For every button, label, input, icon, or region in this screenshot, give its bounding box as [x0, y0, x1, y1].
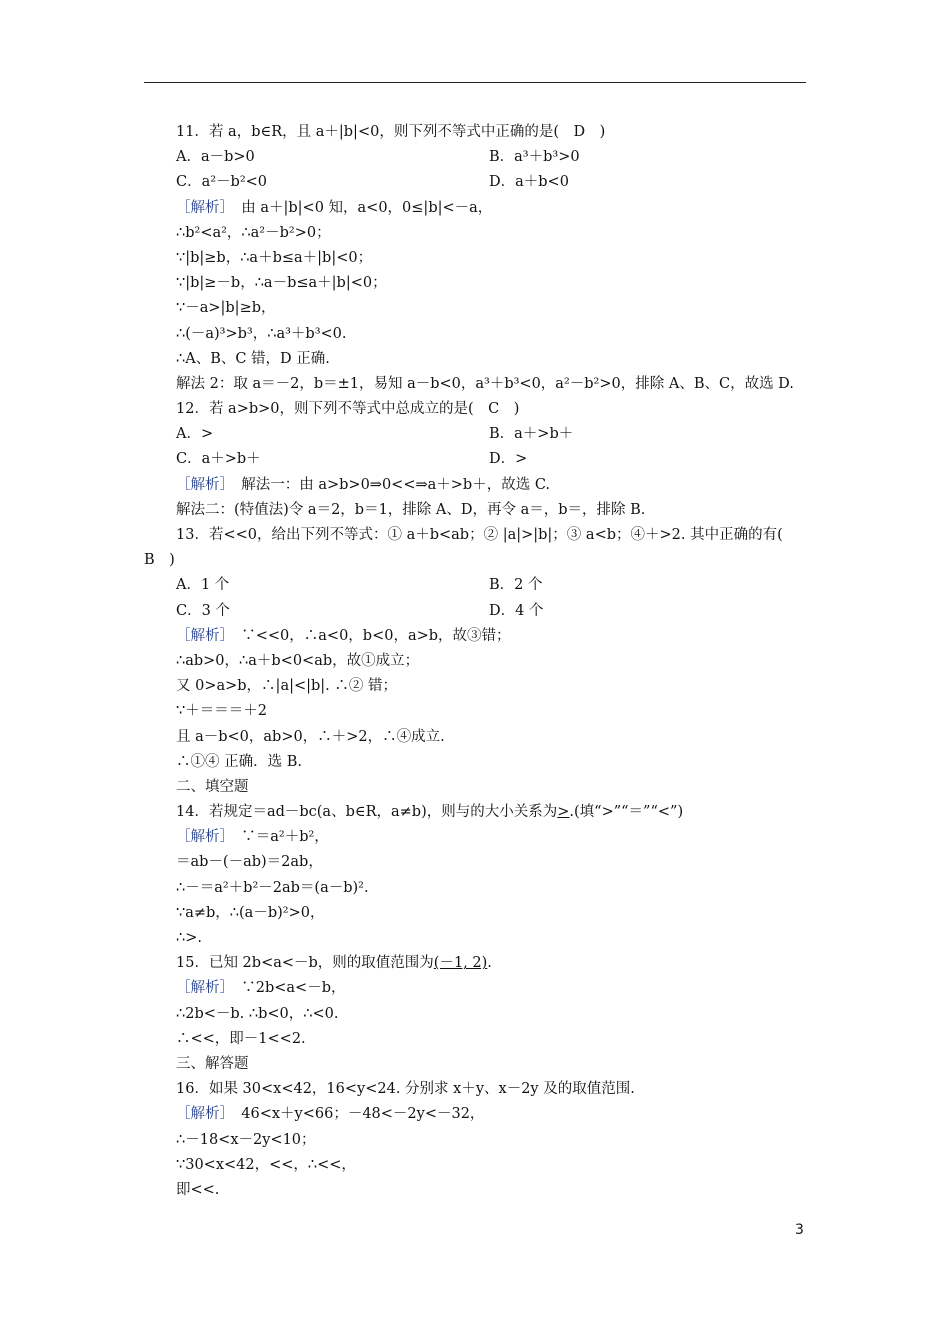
q13-option-d: D．4 个: [489, 602, 544, 619]
q15-solution-line: [144, 976, 806, 1001]
q11-stem: 11．若 a，b∈R，且 a＋|b|<0，则下列不等式中正确的是( D ): [176, 124, 606, 140]
q11-analysis-tag: ［解析］: [176, 199, 227, 216]
q15-sol-2: ∴2b<－b. ∴b<0，∴<0.: [176, 1005, 339, 1022]
q14-stem-a: 14．若规定＝ad－bc(a、b∈R，a≠b)，则与的大小关系为: [176, 804, 558, 821]
q14-sol-1: ∵＝a²＋b²，: [226, 829, 329, 846]
q15-stem-b: .: [487, 955, 492, 972]
q16-solution-line: [144, 1102, 806, 1127]
q12-solution-line: [144, 473, 806, 498]
q12-sol-1: 解法一：由 a>b>0⇒0<<⇒a＋>b＋，故选 C.: [226, 476, 551, 493]
q12-sol-2: 解法二：(特值法)令 a＝2，b＝1，排除 A、D，再令 a＝，b＝，排除 B.: [176, 501, 646, 518]
q11-sol-8: 解法 2：取 a＝－2，b＝±1，易知 a－b<0，a³＋b³<0，a²－b²>0，排除 A、B、C，故选 D.: [176, 375, 794, 392]
q14-stem: [144, 800, 806, 825]
q16-stem: 16．如果 30<x<42，16<y<24. 分别求 x＋y、x－2y 及的取值范围.: [176, 1081, 635, 1098]
q11-option-a: A．a－b>0: [176, 149, 255, 166]
section-fill-in-heading: 二、填空题: [176, 778, 249, 795]
q11-options-ab: [144, 145, 806, 170]
q12-options-cd: [144, 447, 806, 472]
q11-sol-4: ∵|b|≥－b，∴a－b≤a＋|b|<0；: [176, 275, 387, 292]
q14-sol-5: ∴>.: [176, 930, 202, 947]
q11-sol-7: ∴A、B、C 错，D 正确.: [176, 350, 330, 367]
q13-options-ab: [144, 573, 806, 598]
q16-sol-3: ∵30<x<42，<<，∴<<，: [176, 1156, 356, 1173]
q14-sol-2: ＝ab－(－ab)＝2ab，: [176, 854, 323, 871]
q11-options-cd: [144, 170, 806, 195]
q11-option-b: B．a³＋b³>0: [489, 149, 580, 166]
q12-option-d: D．>: [489, 451, 528, 468]
q13-option-a: A．1 个: [176, 577, 230, 594]
q14-sol-3: ∴－＝a²＋b²－2ab＝(a－b)².: [176, 879, 369, 896]
q14-solution-line: [144, 825, 806, 850]
q16-analysis-tag: ［解析］: [176, 1106, 227, 1123]
q13-option-c: C．3 个: [176, 602, 230, 619]
q11-option-d: D．a＋b<0: [489, 174, 569, 191]
q15-analysis-tag: ［解析］: [176, 980, 227, 997]
q15-stem-a: 15．已知 2b<a<－b，则的取值范围为: [176, 955, 434, 972]
q15-answer: (－1, 2): [433, 955, 488, 972]
q11-option-c: C．a²－b²<0: [176, 174, 268, 191]
q16-sol-4: 即<<.: [176, 1181, 220, 1198]
q13-sol-1: ∵<<0，∴a<0，b<0，a>b，故③错；: [226, 627, 511, 644]
q12-options-ab: [144, 422, 806, 447]
q15-stem: [144, 951, 806, 976]
q12-analysis-tag: ［解析］: [176, 476, 227, 493]
q13-option-b: B．2 个: [489, 577, 543, 594]
q11-solution-line: [144, 196, 806, 221]
q13-sol-4: ∵＋＝＝＝＋2: [176, 703, 267, 720]
q13-options-cd: [144, 599, 806, 624]
q12-option-c: C．a＋>b＋: [176, 451, 261, 468]
q11-sol-5: ∵－a>|b|≥b，: [176, 300, 276, 317]
q13-stem: 13．若<<0，给出下列不等式：① a＋b<ab；② |a|>|b|；③ a<b；④＋>2. 其中正确的有( B ): [144, 527, 798, 569]
q16-sol-1: 46<x＋y<66；－48<－2y<－32，: [226, 1106, 485, 1123]
q15-sol-1: ∵2b<a<－b，: [226, 980, 346, 997]
q13-analysis-tag: ［解析］: [176, 627, 227, 644]
q12-option-b: B．a＋>b＋: [489, 426, 574, 443]
q12-stem: 12．若 a>b>0，则下列不等式中总成立的是( C ): [176, 401, 520, 418]
q11-sol-1: 由 a＋|b|<0 知，a<0，0≤|b|<－a，: [226, 199, 493, 216]
q13-sol-5: 且 a－b<0，ab>0，∴＋>2，∴④成立.: [176, 728, 445, 745]
section-answer-heading: 三、解答题: [176, 1055, 249, 1072]
q14-stem-b: .(填“>”“＝”“<”): [569, 804, 684, 821]
q11-sol-6: ∴(－a)³>b³，∴a³＋b³<0.: [176, 325, 347, 342]
header-rule: [144, 82, 806, 83]
q13-solution-line: [144, 624, 806, 649]
q11-sol-2: ∴b²<a²，∴a²－b²>0；: [176, 224, 331, 241]
q12-option-a: A．>: [176, 426, 214, 443]
q14-analysis-tag: ［解析］: [176, 829, 227, 846]
q13-sol-3: 又 0>a>b，∴|a|<|b|. ∴② 错；: [176, 678, 398, 695]
q11-sol-3: ∵|b|≥b，∴a＋b≤a＋|b|<0；: [176, 249, 373, 266]
q13-sol-6: ∴①④ 正确．选 B.: [176, 753, 302, 770]
q15-sol-3: ∴<<，即－1<<2.: [176, 1030, 306, 1047]
page-body: [144, 120, 806, 1203]
q14-sol-4: ∵a≠b，∴(a－b)²>0，: [176, 904, 325, 921]
q13-sol-2: ∴ab>0，∴a＋b<0<ab，故①成立；: [176, 652, 420, 669]
page-number: 3: [795, 1222, 804, 1238]
q14-answer: >: [557, 804, 570, 821]
q16-sol-2: ∴－18<x－2y<10；: [176, 1131, 316, 1148]
